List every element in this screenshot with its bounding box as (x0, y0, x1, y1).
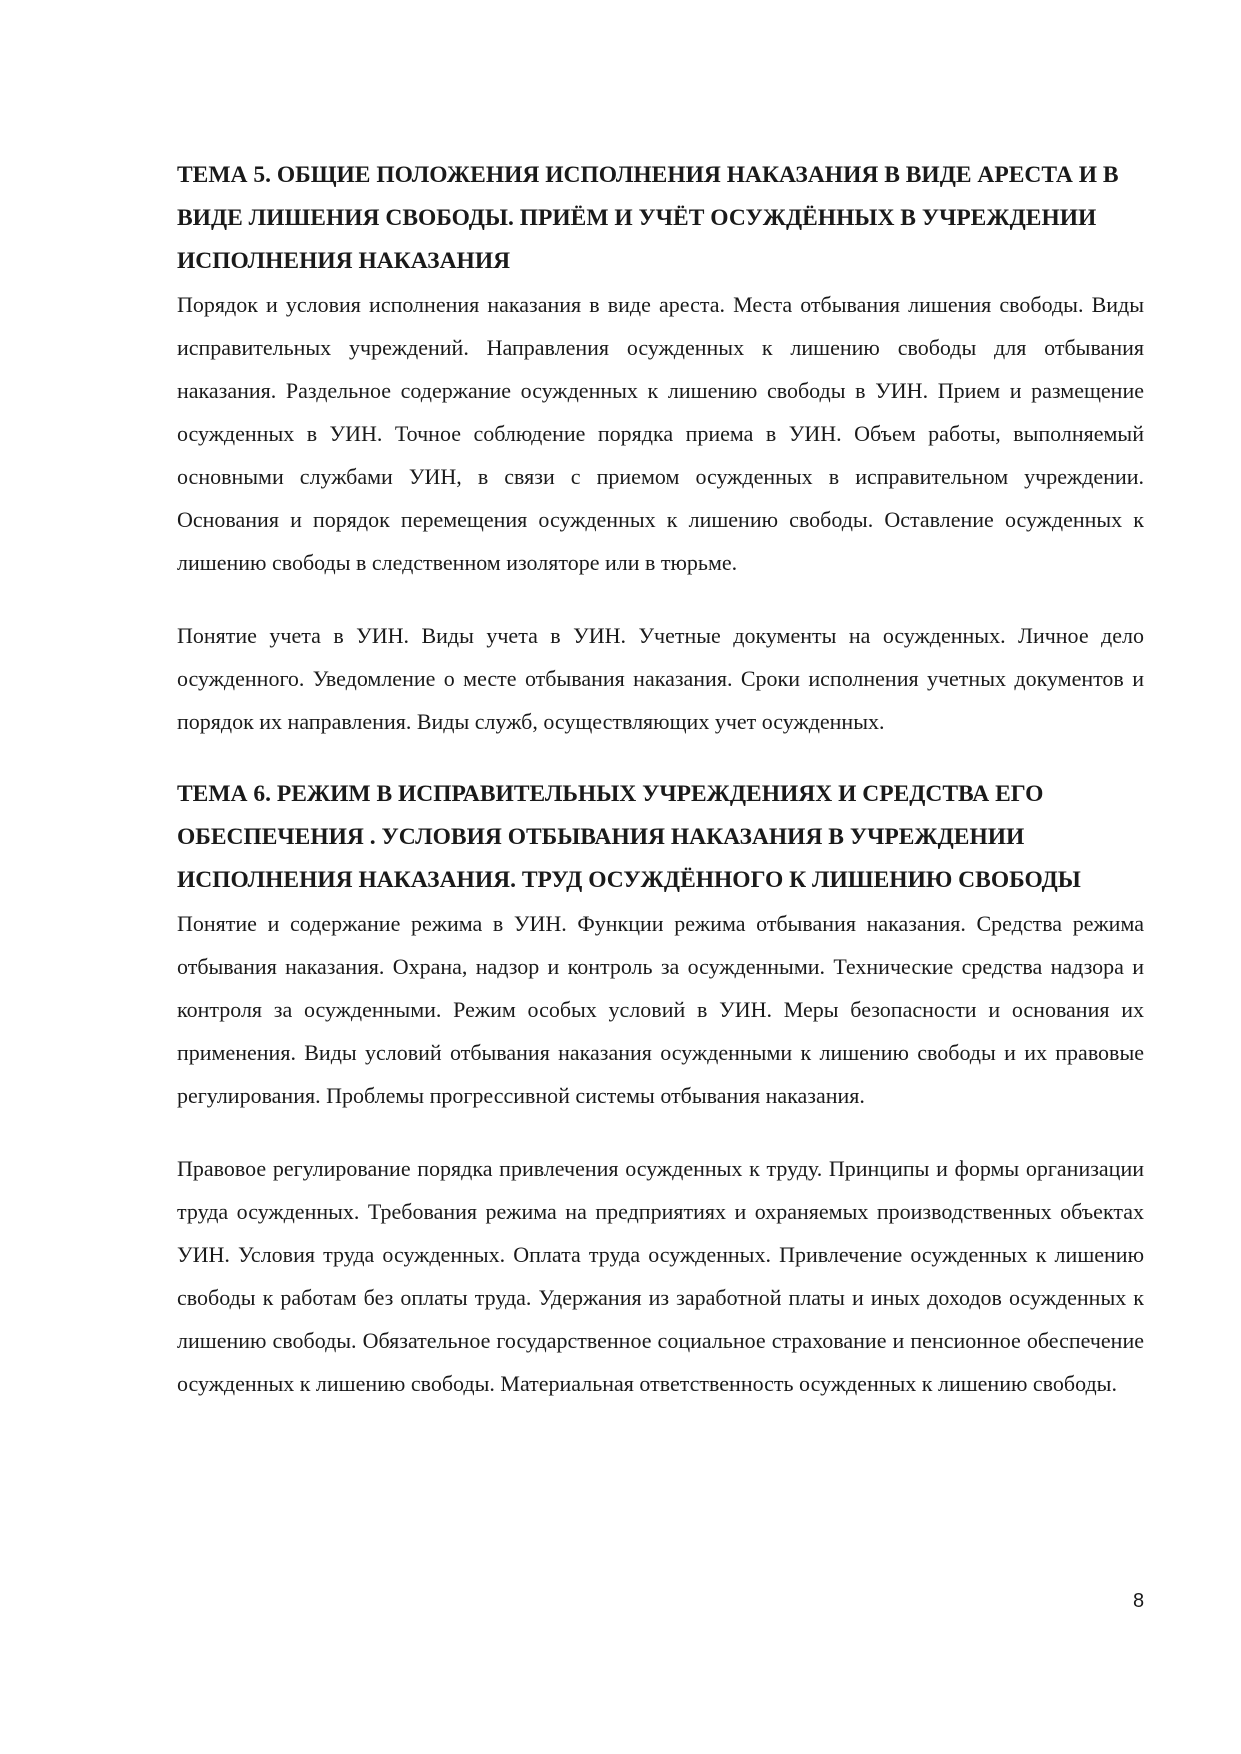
topic-6-paragraph-1: Понятие и содержание режима в УИН. Функции режима отбывания наказания. Средства режима отбывания наказания. Охрана, надзор и контроль за осужденными. Технические средства надзора и контроля за осужденными. Режим особых условий в УИН. Меры безопасности и основания их применения. Виды условий отбывания наказания осужденными к лишению свободы и их правовые регулирования. Проблемы прогрессивной системы отбывания наказания. (177, 911, 1144, 1108)
topic-6-paragraph-2: Правовое регулирование порядка привлечения осужденных к труду. Принципы и формы организации труда осужденных. Требования режима на предприятиях и охраняемых производственных объектах УИН. Условия труда осужденных. Оплата труда осужденных. Привлечение осужденных к лишению свободы к работам без оплаты труда. Удержания из заработной платы и иных доходов осужденных к лишению свободы. Обязательное государственное социальное страхование и пенсионное обеспечение осужденных к лишению свободы. Материальная ответственность осужденных к лишению свободы. (177, 1156, 1144, 1396)
topic-5-paragraph-1: Порядок и условия исполнения наказания в виде ареста. Места отбывания лишения свободы. Виды исправительных учреждений. Направления осужденных к лишению свободы для отбывания наказания. Раздельное содержание осужденных к лишению свободы в УИН. Прием и размещение осужденных в УИН. Точное соблюдение порядка приема в УИН. Объем работы, выполняемый основными службами УИН, в связи с приемом осужденных в исправительном учреждении. Основания и порядок перемещения осужденных к лишению свободы. Оставление осужденных к лишению свободы в следственном изоляторе или в тюрьме. (177, 292, 1144, 575)
page-number: 8 (1133, 1590, 1145, 1612)
topic-5-heading: ТЕМА 5. ОБЩИЕ ПОЛОЖЕНИЯ ИСПОЛНЕНИЯ НАКАЗАНИЯ В ВИДЕ АРЕСТА И В ВИДЕ ЛИШЕНИЯ СВОБОДЫ. ПРИЁМ И УЧЁТ ОСУЖДЁННЫХ В УЧРЕЖДЕНИИ ИСПОЛНЕНИЯ НАКАЗАНИЯ (177, 162, 1119, 274)
document-page (177, 154, 1144, 1405)
topic-5-section (177, 154, 1144, 743)
topic-5-paragraph-2: Понятие учета в УИН. Виды учета в УИН. Учетные документы на осужденных. Личное дело осужденного. Уведомление о месте отбывания наказания. Сроки исполнения учетных документов и порядок их направления. Виды служб, осуществляющих учет осужденных. (177, 623, 1144, 734)
topic-6-section (177, 773, 1144, 1405)
topic-6-heading: ТЕМА 6. РЕЖИМ В ИСПРАВИТЕЛЬНЫХ УЧРЕЖДЕНИЯХ И СРЕДСТВА ЕГО ОБЕСПЕЧЕНИЯ . УСЛОВИЯ ОТБЫВАНИЯ НАКАЗАНИЯ В УЧРЕЖДЕНИИ ИСПОЛНЕНИЯ НАКАЗАНИЯ. ТРУД ОСУЖДЁННОГО К ЛИШЕНИЮ СВОБОДЫ (177, 781, 1081, 893)
